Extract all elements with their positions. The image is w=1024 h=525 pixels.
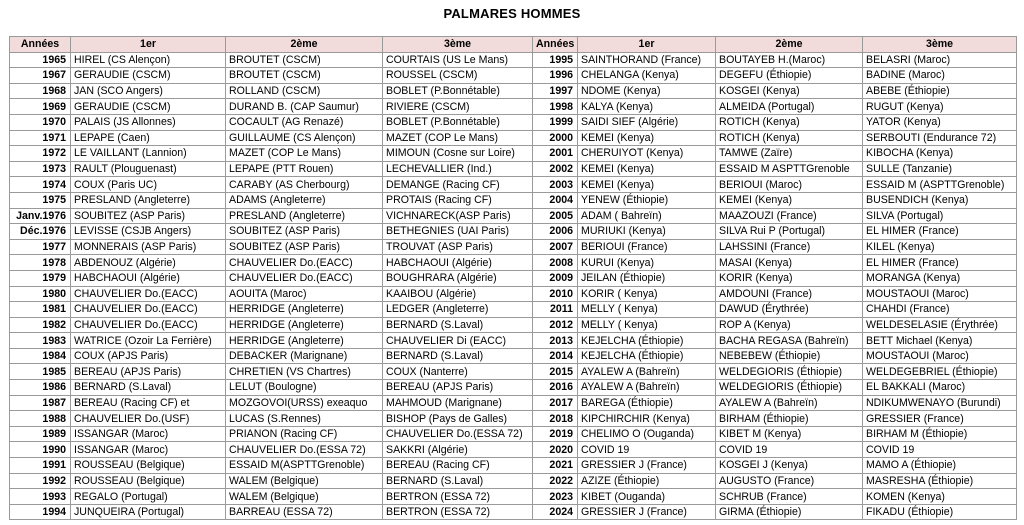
right-year-cell: 2001 — [533, 146, 578, 162]
header-second-right: 2ème — [716, 37, 863, 53]
table-row — [10, 208, 1017, 224]
right-third-cell: MASRESHA (Éthiopie) — [863, 473, 1017, 489]
right-second-cell: BIRHAM (Éthiopie) — [716, 411, 863, 427]
right-first-cell: MURIUKI (Kenya) — [578, 224, 716, 240]
right-first-cell: KIBET (Ouganda) — [578, 489, 716, 505]
right-second-cell: KEMEI (Kenya) — [716, 192, 863, 208]
left-third-cell: BOBLET (P.Bonnétable) — [383, 83, 533, 99]
right-year-cell: 2023 — [533, 489, 578, 505]
left-second-cell: AOUITA (Maroc) — [226, 286, 383, 302]
table-row — [10, 68, 1017, 84]
left-third-cell: BISHOP (Pays de Galles) — [383, 411, 533, 427]
left-first-cell: COUX (APJS Paris) — [71, 348, 226, 364]
left-first-cell: COUX (Paris UC) — [71, 177, 226, 193]
right-first-cell: GRESSIER J (France) — [578, 458, 716, 474]
right-second-cell: KIBET M (Kenya) — [716, 426, 863, 442]
header-third-right: 3ème — [863, 37, 1017, 53]
right-year-cell: 2007 — [533, 239, 578, 255]
left-second-cell: LELUT (Boulogne) — [226, 380, 383, 396]
left-second-cell: WALEM (Belgique) — [226, 489, 383, 505]
right-second-cell: AMDOUNI (France) — [716, 286, 863, 302]
table-row — [10, 224, 1017, 240]
right-first-cell: CHELIMO O (Ouganda) — [578, 426, 716, 442]
right-year-cell: 2000 — [533, 130, 578, 146]
left-first-cell: HABCHAOUI (Algérie) — [71, 270, 226, 286]
right-second-cell: DEGEFU (Éthiopie) — [716, 68, 863, 84]
left-year-cell: 1977 — [10, 239, 71, 255]
left-second-cell: MOZGOVOI(URSS) exeaquo — [226, 395, 383, 411]
right-first-cell: BAREGA (Éthiopie) — [578, 395, 716, 411]
right-first-cell: BERIOUI (France) — [578, 239, 716, 255]
left-year-cell: 1975 — [10, 192, 71, 208]
right-year-cell: 1999 — [533, 114, 578, 130]
left-first-cell: BEREAU (APJS Paris) — [71, 364, 226, 380]
right-year-cell: 2016 — [533, 380, 578, 396]
right-first-cell: AYALEW A (Bahreïn) — [578, 380, 716, 396]
right-year-cell: 2020 — [533, 442, 578, 458]
right-third-cell: BETT Michael (Kenya) — [863, 333, 1017, 349]
right-year-cell: 2014 — [533, 348, 578, 364]
left-year-cell: 1984 — [10, 348, 71, 364]
left-first-cell: LE VAILLANT (Lannion) — [71, 146, 226, 162]
right-year-cell: 2017 — [533, 395, 578, 411]
left-third-cell: HABCHAOUI (Algérie) — [383, 255, 533, 271]
left-third-cell: BERNARD (S.Laval) — [383, 473, 533, 489]
left-first-cell: RAULT (Plouguenast) — [71, 161, 226, 177]
right-year-cell: 1995 — [533, 52, 578, 68]
right-second-cell: KOSGEI J (Kenya) — [716, 458, 863, 474]
table-row — [10, 317, 1017, 333]
right-year-cell: 1998 — [533, 99, 578, 115]
table-row — [10, 83, 1017, 99]
left-third-cell: CHAUVELIER Di (EACC) — [383, 333, 533, 349]
right-second-cell: DAWUD (Érythrée) — [716, 302, 863, 318]
right-second-cell: COVID 19 — [716, 442, 863, 458]
left-year-cell: 1989 — [10, 426, 71, 442]
left-second-cell: ADAMS (Angleterre) — [226, 192, 383, 208]
right-third-cell: SERBOUTI (Endurance 72) — [863, 130, 1017, 146]
left-second-cell: CHAUVELIER Do.(ESSA 72) — [226, 442, 383, 458]
left-third-cell: BOUGHRARA (Algérie) — [383, 270, 533, 286]
table-row — [10, 114, 1017, 130]
left-second-cell: LEPAPE (PTT Rouen) — [226, 161, 383, 177]
left-second-cell: CARABY (AS Cherbourg) — [226, 177, 383, 193]
left-third-cell: TROUVAT (ASP Paris) — [383, 239, 533, 255]
right-first-cell: MELLY ( Kenya) — [578, 302, 716, 318]
table-row — [10, 99, 1017, 115]
right-second-cell: ROTICH (Kenya) — [716, 130, 863, 146]
left-second-cell: DURAND B. (CAP Saumur) — [226, 99, 383, 115]
left-year-cell: 1968 — [10, 83, 71, 99]
table-row — [10, 161, 1017, 177]
left-second-cell: MAZET (COP Le Mans) — [226, 146, 383, 162]
left-year-cell: 1982 — [10, 317, 71, 333]
left-year-cell: 1969 — [10, 99, 71, 115]
right-second-cell: WELDEGIORIS (Éthiopie) — [716, 364, 863, 380]
table-row — [10, 395, 1017, 411]
right-first-cell: MELLY ( Kenya) — [578, 317, 716, 333]
left-second-cell: SOUBITEZ (ASP Paris) — [226, 239, 383, 255]
right-second-cell: TAMWE (Zaïre) — [716, 146, 863, 162]
right-year-cell: 2003 — [533, 177, 578, 193]
table-row — [10, 302, 1017, 318]
right-second-cell: BACHA REGASA (Bahreïn) — [716, 333, 863, 349]
left-first-cell: WATRICE (Ozoir La Ferrière) — [71, 333, 226, 349]
left-year-cell: 1973 — [10, 161, 71, 177]
right-third-cell: SILVA (Portugal) — [863, 208, 1017, 224]
left-second-cell: GUILLAUME (CS Alençon) — [226, 130, 383, 146]
right-third-cell: EL HIMER (France) — [863, 255, 1017, 271]
table-row — [10, 146, 1017, 162]
right-first-cell: KURUI (Kenya) — [578, 255, 716, 271]
right-third-cell: ABEBE (Éthiopie) — [863, 83, 1017, 99]
right-year-cell: 2018 — [533, 411, 578, 427]
left-third-cell: ROUSSEL (CSCM) — [383, 68, 533, 84]
header-second-left: 2ème — [226, 37, 383, 53]
right-second-cell: KOSGEI (Kenya) — [716, 83, 863, 99]
right-year-cell: 2004 — [533, 192, 578, 208]
right-year-cell: 2021 — [533, 458, 578, 474]
table-row — [10, 426, 1017, 442]
left-third-cell: CHAUVELIER Do.(ESSA 72) — [383, 426, 533, 442]
right-first-cell: JEILAN (Éthiopie) — [578, 270, 716, 286]
right-second-cell: LAHSSINI (France) — [716, 239, 863, 255]
left-first-cell: ABDENOUZ (Algérie) — [71, 255, 226, 271]
right-third-cell: BIRHAM M (Éthiopie) — [863, 426, 1017, 442]
right-year-cell: 2019 — [533, 426, 578, 442]
left-first-cell: CHAUVELIER Do.(USF) — [71, 411, 226, 427]
left-second-cell: ESSAID M(ASPTTGrenoble) — [226, 458, 383, 474]
right-first-cell: COVID 19 — [578, 442, 716, 458]
left-second-cell: DEBACKER (Marignane) — [226, 348, 383, 364]
right-second-cell: ESSAID M ASPTTGrenoble — [716, 161, 863, 177]
left-second-cell: HERRIDGE (Angleterre) — [226, 333, 383, 349]
table-row — [10, 458, 1017, 474]
left-year-cell: 1987 — [10, 395, 71, 411]
left-first-cell: GERAUDIE (CSCM) — [71, 99, 226, 115]
right-second-cell: WELDEGIORIS (Éthiopie) — [716, 380, 863, 396]
right-third-cell: FIKADU (Éthiopie) — [863, 504, 1017, 520]
table-row — [10, 177, 1017, 193]
left-year-cell: 1972 — [10, 146, 71, 162]
table-row — [10, 504, 1017, 520]
table-row — [10, 364, 1017, 380]
right-third-cell: BUSENDICH (Kenya) — [863, 192, 1017, 208]
left-year-cell: 1992 — [10, 473, 71, 489]
right-third-cell: MAMO A (Éthiopie) — [863, 458, 1017, 474]
table-row — [10, 239, 1017, 255]
left-year-cell: 1994 — [10, 504, 71, 520]
right-third-cell: COVID 19 — [863, 442, 1017, 458]
right-second-cell: MASAI (Kenya) — [716, 255, 863, 271]
right-first-cell: ADAM ( Bahreïn) — [578, 208, 716, 224]
left-year-cell: 1974 — [10, 177, 71, 193]
left-third-cell: BERTRON (ESSA 72) — [383, 489, 533, 505]
left-third-cell: BEREAU (Racing CF) — [383, 458, 533, 474]
left-first-cell: BERNARD (S.Laval) — [71, 380, 226, 396]
right-year-cell: 2022 — [533, 473, 578, 489]
left-first-cell: BEREAU (Racing CF) et — [71, 395, 226, 411]
right-first-cell: AZIZE (Éthiopie) — [578, 473, 716, 489]
right-first-cell: KEMEI (Kenya) — [578, 161, 716, 177]
right-year-cell: 2002 — [533, 161, 578, 177]
table-row — [10, 286, 1017, 302]
left-third-cell: COURTAIS (US Le Mans) — [383, 52, 533, 68]
left-year-cell: 1971 — [10, 130, 71, 146]
header-first-left: 1er — [71, 37, 226, 53]
left-first-cell: ISSANGAR (Maroc) — [71, 442, 226, 458]
left-first-cell: JAN (SCO Angers) — [71, 83, 226, 99]
right-year-cell: 2024 — [533, 504, 578, 520]
right-third-cell: MOUSTAOUI (Maroc) — [863, 348, 1017, 364]
left-third-cell: SAKKRI (Algérie) — [383, 442, 533, 458]
right-third-cell: MORANGA (Kenya) — [863, 270, 1017, 286]
left-second-cell: HERRIDGE (Angleterre) — [226, 302, 383, 318]
right-year-cell: 2005 — [533, 208, 578, 224]
left-third-cell: BERTRON (ESSA 72) — [383, 504, 533, 520]
left-third-cell: BERNARD (S.Laval) — [383, 348, 533, 364]
right-first-cell: YENEW (Éthiopie) — [578, 192, 716, 208]
left-year-cell: 1967 — [10, 68, 71, 84]
table-row — [10, 130, 1017, 146]
right-third-cell: GRESSIER (France) — [863, 411, 1017, 427]
left-third-cell: BERNARD (S.Laval) — [383, 317, 533, 333]
left-first-cell: PRESLAND (Angleterre) — [71, 192, 226, 208]
left-first-cell: PALAIS (JS Allonnes) — [71, 114, 226, 130]
header-years-right: Années — [533, 37, 578, 53]
left-second-cell: WALEM (Belgique) — [226, 473, 383, 489]
left-third-cell: MIMOUN (Cosne sur Loire) — [383, 146, 533, 162]
left-third-cell: LECHEVALLIER (Ind.) — [383, 161, 533, 177]
left-year-cell: 1970 — [10, 114, 71, 130]
left-first-cell: MONNERAIS (ASP Paris) — [71, 239, 226, 255]
right-third-cell: KOMEN (Kenya) — [863, 489, 1017, 505]
left-second-cell: COCAULT (AG Renazé) — [226, 114, 383, 130]
right-year-cell: 1997 — [533, 83, 578, 99]
left-first-cell: ROUSSEAU (Belgique) — [71, 458, 226, 474]
header-first-right: 1er — [578, 37, 716, 53]
right-third-cell: EL BAKKALI (Maroc) — [863, 380, 1017, 396]
right-first-cell: KORIR ( Kenya) — [578, 286, 716, 302]
right-third-cell: EL HIMER (France) — [863, 224, 1017, 240]
table-row — [10, 442, 1017, 458]
right-first-cell: NDOME (Kenya) — [578, 83, 716, 99]
right-second-cell: SCHRUB (France) — [716, 489, 863, 505]
left-third-cell: RIVIERE (CSCM) — [383, 99, 533, 115]
right-third-cell: WELDESELASIE (Érythrée) — [863, 317, 1017, 333]
right-second-cell: AYALEW A (Bahreïn) — [716, 395, 863, 411]
right-second-cell: KORIR (Kenya) — [716, 270, 863, 286]
right-first-cell: SAIDI SIEF (Algérie) — [578, 114, 716, 130]
left-second-cell: CHAUVELIER Do.(EACC) — [226, 255, 383, 271]
table-row — [10, 473, 1017, 489]
left-third-cell: BOBLET (P.Bonnétable) — [383, 114, 533, 130]
left-first-cell: JUNQUEIRA (Portugal) — [71, 504, 226, 520]
right-third-cell: BADINE (Maroc) — [863, 68, 1017, 84]
left-year-cell: Déc.1976 — [10, 224, 71, 240]
right-year-cell: 1996 — [533, 68, 578, 84]
left-third-cell: BEREAU (APJS Paris) — [383, 380, 533, 396]
left-first-cell: LEPAPE (Caen) — [71, 130, 226, 146]
left-first-cell: ISSANGAR (Maroc) — [71, 426, 226, 442]
right-first-cell: KALYA (Kenya) — [578, 99, 716, 115]
right-second-cell: NEBEBEW (Éthiopie) — [716, 348, 863, 364]
left-first-cell: SOUBITEZ (ASP Paris) — [71, 208, 226, 224]
left-first-cell: CHAUVELIER Do.(EACC) — [71, 302, 226, 318]
right-year-cell: 2009 — [533, 270, 578, 286]
right-third-cell: NDIKUMWENAYO (Burundi) — [863, 395, 1017, 411]
right-first-cell: GRESSIER J (France) — [578, 504, 716, 520]
right-third-cell: ESSAID M (ASPTTGrenoble) — [863, 177, 1017, 193]
left-second-cell: LUCAS (S.Rennes) — [226, 411, 383, 427]
palmares-table — [9, 36, 1017, 520]
right-third-cell: WELDEGEBRIEL (Éthiopie) — [863, 364, 1017, 380]
right-year-cell: 2013 — [533, 333, 578, 349]
left-second-cell: PRIANON (Racing CF) — [226, 426, 383, 442]
left-second-cell: CHAUVELIER Do.(EACC) — [226, 270, 383, 286]
left-first-cell: ROUSSEAU (Belgique) — [71, 473, 226, 489]
header-years-left: Années — [10, 37, 71, 53]
left-third-cell: KAAIBOU (Algérie) — [383, 286, 533, 302]
left-year-cell: 1981 — [10, 302, 71, 318]
right-year-cell: 2015 — [533, 364, 578, 380]
right-first-cell: KEMEI (Kenya) — [578, 177, 716, 193]
right-first-cell: KEJELCHA (Éthiopie) — [578, 333, 716, 349]
right-second-cell: MAAZOUZI (France) — [716, 208, 863, 224]
left-second-cell: SOUBITEZ (ASP Paris) — [226, 224, 383, 240]
table-row — [10, 411, 1017, 427]
table-row — [10, 52, 1017, 68]
right-year-cell: 2006 — [533, 224, 578, 240]
left-year-cell: 1979 — [10, 270, 71, 286]
right-first-cell: SAINTHORAND (France) — [578, 52, 716, 68]
left-year-cell: 1993 — [10, 489, 71, 505]
right-third-cell: BELASRI (Maroc) — [863, 52, 1017, 68]
right-second-cell: SILVA Rui P (Portugal) — [716, 224, 863, 240]
right-second-cell: ROP A (Kenya) — [716, 317, 863, 333]
left-first-cell: GERAUDIE (CSCM) — [71, 68, 226, 84]
table-row — [10, 489, 1017, 505]
left-second-cell: ROLLAND (CSCM) — [226, 83, 383, 99]
left-third-cell: PROTAIS (Racing CF) — [383, 192, 533, 208]
left-first-cell: REGALO (Portugal) — [71, 489, 226, 505]
left-second-cell: BARREAU (ESSA 72) — [226, 504, 383, 520]
table-row — [10, 333, 1017, 349]
right-year-cell: 2012 — [533, 317, 578, 333]
right-third-cell: MOUSTAOUI (Maroc) — [863, 286, 1017, 302]
left-first-cell: LEVISSE (CSJB Angers) — [71, 224, 226, 240]
left-third-cell: MAHMOUD (Marignane) — [383, 395, 533, 411]
right-second-cell: ROTICH (Kenya) — [716, 114, 863, 130]
left-year-cell: Janv.1976 — [10, 208, 71, 224]
left-third-cell: VICHNARECK(ASP Paris) — [383, 208, 533, 224]
right-third-cell: RUGUT (Kenya) — [863, 99, 1017, 115]
left-third-cell: MAZET (COP Le Mans) — [383, 130, 533, 146]
left-first-cell: CHAUVELIER Do.(EACC) — [71, 317, 226, 333]
left-second-cell: PRESLAND (Angleterre) — [226, 208, 383, 224]
table-row — [10, 255, 1017, 271]
left-year-cell: 1990 — [10, 442, 71, 458]
left-second-cell: BROUTET (CSCM) — [226, 68, 383, 84]
left-year-cell: 1980 — [10, 286, 71, 302]
left-first-cell: CHAUVELIER Do.(EACC) — [71, 286, 226, 302]
right-year-cell: 2008 — [533, 255, 578, 271]
right-third-cell: KILEL (Kenya) — [863, 239, 1017, 255]
table-row — [10, 192, 1017, 208]
left-year-cell: 1978 — [10, 255, 71, 271]
table-row — [10, 380, 1017, 396]
left-year-cell: 1991 — [10, 458, 71, 474]
right-first-cell: KEJELCHA (Éthiopie) — [578, 348, 716, 364]
left-year-cell: 1983 — [10, 333, 71, 349]
right-second-cell: BOUTAYEB H.(Maroc) — [716, 52, 863, 68]
right-second-cell: AUGUSTO (France) — [716, 473, 863, 489]
right-third-cell: KIBOCHA (Kenya) — [863, 146, 1017, 162]
left-second-cell: HERRIDGE (Angleterre) — [226, 317, 383, 333]
left-year-cell: 1965 — [10, 52, 71, 68]
header-third-left: 3ème — [383, 37, 533, 53]
right-first-cell: CHERUIYOT (Kenya) — [578, 146, 716, 162]
right-first-cell: KIPCHIRCHIR (Kenya) — [578, 411, 716, 427]
page-title: PALMARES HOMMES — [443, 6, 581, 21]
table-row — [10, 270, 1017, 286]
right-year-cell: 2010 — [533, 286, 578, 302]
left-second-cell: CHRETIEN (VS Chartres) — [226, 364, 383, 380]
left-third-cell: BETHEGNIES (UAI Paris) — [383, 224, 533, 240]
left-second-cell: BROUTET (CSCM) — [226, 52, 383, 68]
header-row — [10, 37, 1017, 53]
left-year-cell: 1988 — [10, 411, 71, 427]
right-second-cell: BERIOUI (Maroc) — [716, 177, 863, 193]
table-row — [10, 348, 1017, 364]
left-year-cell: 1986 — [10, 380, 71, 396]
right-third-cell: CHAHDI (France) — [863, 302, 1017, 318]
right-first-cell: AYALEW A (Bahreïn) — [578, 364, 716, 380]
left-third-cell: LEDGER (Angleterre) — [383, 302, 533, 318]
right-second-cell: GIRMA (Éthiopie) — [716, 504, 863, 520]
left-year-cell: 1985 — [10, 364, 71, 380]
right-year-cell: 2011 — [533, 302, 578, 318]
left-third-cell: COUX (Nanterre) — [383, 364, 533, 380]
right-first-cell: CHELANGA (Kenya) — [578, 68, 716, 84]
right-third-cell: SULLE (Tanzanie) — [863, 161, 1017, 177]
right-first-cell: KEMEI (Kenya) — [578, 130, 716, 146]
right-second-cell: ALMEIDA (Portugal) — [716, 99, 863, 115]
left-first-cell: HIREL (CS Alençon) — [71, 52, 226, 68]
left-third-cell: DEMANGE (Racing CF) — [383, 177, 533, 193]
right-third-cell: YATOR (Kenya) — [863, 114, 1017, 130]
